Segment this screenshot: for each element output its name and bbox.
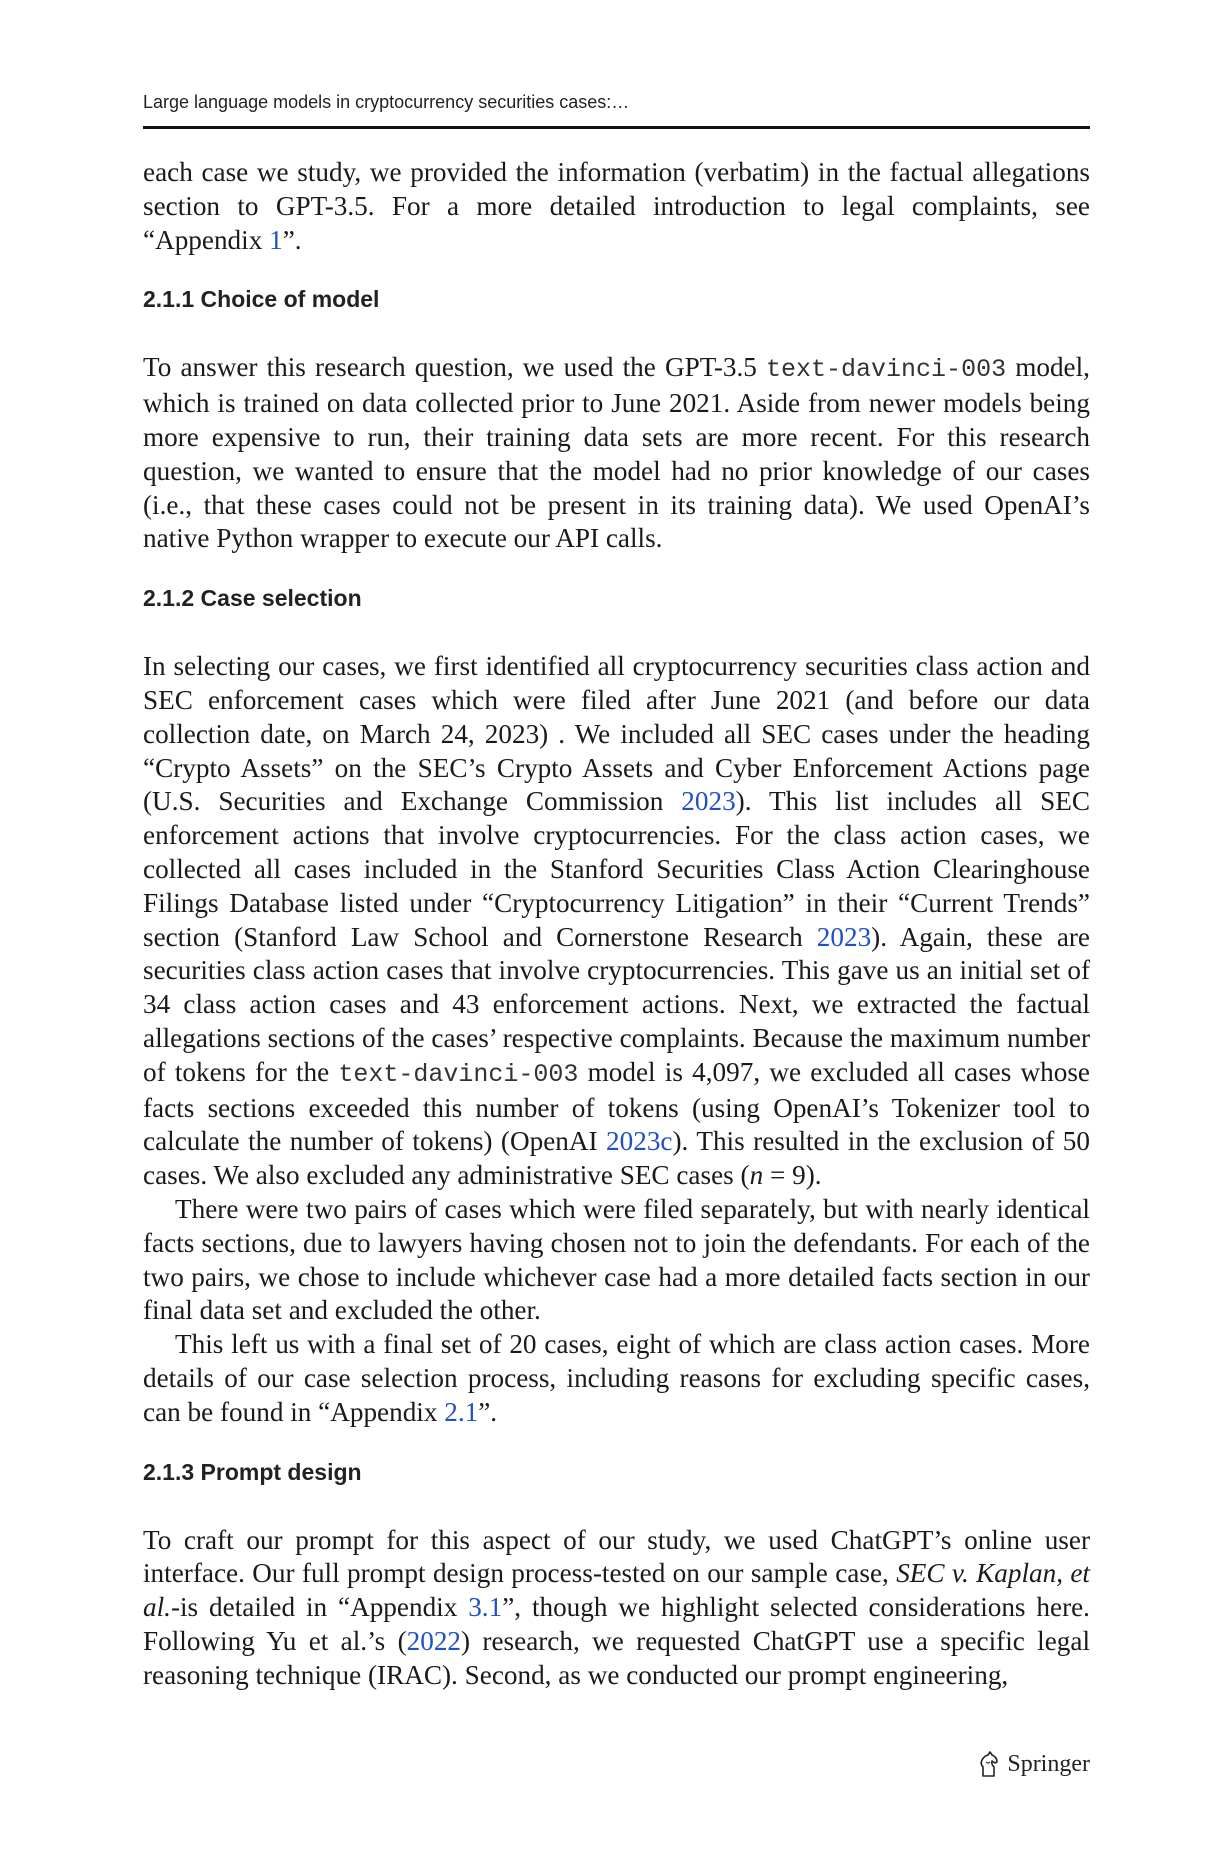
section-heading-prompt-design: 2.1.3 Prompt design	[143, 1458, 362, 1485]
paragraph-case-selection-1: In selecting our cases, we first identified all cryptocurrency securities class action and SEC enforcement cases which were filed after June 2021 (and before our data collection date, on March 24, 2023) . We included all SEC cases under the heading “Crypto Assets” on the SEC’s Crypto Assets and Cyber Enforcement Actions page (U.S. Securities and Exchange Commission 2023). This list includes all SEC enforcement actions that involve cryptocurrencies. For the class action cases, we collected all cases included in the Stanford Securities Class Action Clearinghouse Filings Database listed under “Cryptocurrency Litigation” in their “Current Trends” section (Stanford Law School and Cornerstone Research 2023). Again, these are securities class action cases that involve cryptocurrencies. This gave us an initial set of 34 class action cases and 43 enforcement actions. Next, we extracted the factual allegations sections of the cases’ respective complaints. Because the maximum number of tokens for the text-davinci-003 model is 4,097, we excluded all cases whose facts sections exceeded this number of tokens (using OpenAI’s Tokenizer tool to calculate the number of tokens) (OpenAI 2023c). This resulted in the exclusion of 50 cases. We also excluded any administrative SEC cases (n = 9).	[143, 651, 1091, 1191]
article-body	[143, 156, 1090, 1692]
citation-link[interactable]: 2023c	[606, 1126, 673, 1157]
publisher-footer	[977, 1750, 1090, 1778]
paragraph-case-selection-2: There were two pairs of cases which were filed separately, but with nearly identical facts sections, due to lawyers having chosen not to join the defendants. For each of the two pairs, we chose to include whichever case had a more detailed facts section in our final data set and excluded the other.	[143, 1193, 1090, 1326]
appendix-link[interactable]: 1	[269, 224, 283, 255]
springer-horse-icon	[977, 1750, 1001, 1778]
paragraph-case-selection-3: This left us with a final set of 20 cases, eight of which are class action cases. More details of our case selection process, including reasons for excluding specific cases, can be found in “Appendix 2.1”.	[143, 1329, 1090, 1427]
running-title: Large language models in cryptocurrency securities cases:…	[143, 92, 630, 112]
paragraph-intro: each case we study, we provided the information (verbatim) in the factual allegations section to GPT-3.5. For a more detailed introduction to legal complaints, see “Appendix 1”.	[143, 157, 1090, 255]
citation-link[interactable]: 2023	[816, 921, 872, 952]
section-heading-case-selection: 2.1.2 Case selection	[143, 585, 362, 612]
appendix-link[interactable]: 2.1	[444, 1396, 479, 1427]
case-name: SEC v. Kaplan, et al.	[143, 1558, 1090, 1623]
section-heading-choice-of-model: 2.1.1 Choice of model	[143, 286, 380, 313]
model-code: text-davinci-003	[766, 355, 1007, 385]
publisher-name: Springer	[1007, 1750, 1090, 1777]
appendix-link[interactable]: 3.1	[468, 1592, 503, 1623]
citation-link[interactable]: 2023	[681, 786, 736, 817]
header-rule	[143, 126, 1090, 129]
citation-link[interactable]: 2022	[406, 1625, 462, 1656]
model-code: text-davinci-003	[338, 1059, 579, 1089]
paragraph-choice-of-model: To answer this research question, we used the GPT-3.5 text-davinci-003 model, which is trained on data collected prior to June 2021. Aside from newer models being more expensive to run, their training data sets are more recent. For this research question, we wanted to ensure that the model had no prior knowledge of our cases (i.e., that these cases could not be present in its training data). We used OpenAI’s native Python wrapper to execute our API calls.	[143, 352, 1090, 554]
paragraph-prompt-design: To craft our prompt for this aspect of our study, we used ChatGPT’s online user interface. Our full prompt design process-tested on our sample case, SEC v. Kaplan, et al.-is detailed in “Appendix 3.1”, though we highlight selected considerations here. Following Yu et al.’s (2022) research, we requested ChatGPT use a specific legal reasoning technique (IRAC). Second, as we conducted our prompt engineering,	[143, 1524, 1091, 1690]
math-variable: n	[749, 1160, 764, 1191]
